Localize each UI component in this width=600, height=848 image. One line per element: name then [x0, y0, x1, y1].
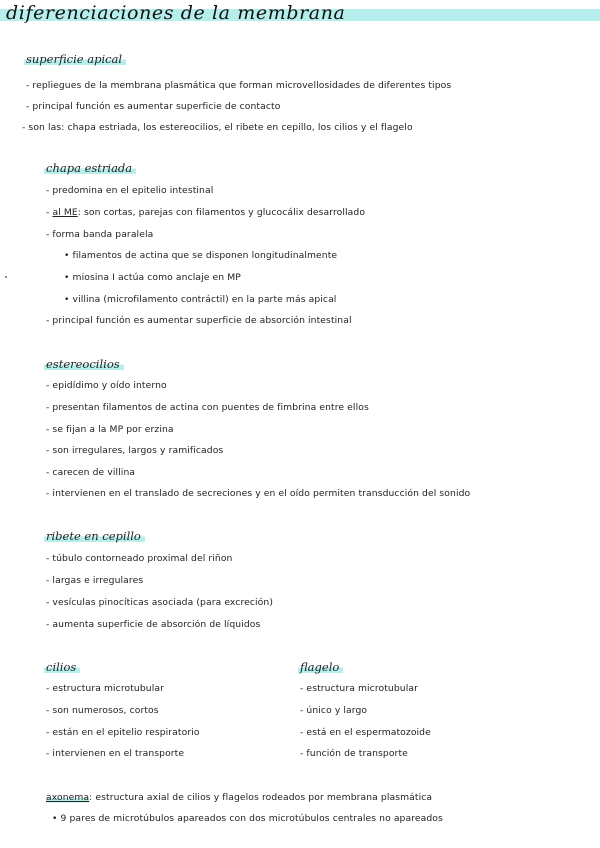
- estereo-line-2: - presentan filamentos de actina con puentes de fimbrina entre ellos: [46, 402, 369, 413]
- chapa-line-2-rest: : son cortas, parejas con filamentos y glucocálix desarrollado: [77, 207, 366, 218]
- heading-estereocilios: estereocilios: [44, 357, 124, 371]
- apical-line-3: - son las: chapa estriada, los estereocilios, el ribete en cepillo, los cilios y el flagelo: [22, 122, 413, 133]
- estereo-line-3: - se fijan a la MP por erzina: [46, 424, 174, 435]
- estereo-line-5: - carecen de villina: [46, 467, 136, 478]
- heading-ribete-en-cepillo: ribete en cepillo: [44, 529, 145, 543]
- heading-cilios: cilios: [44, 660, 80, 674]
- axonema-line: [46, 792, 432, 803]
- flagelo-line-3: - está en el espermatozoide: [300, 727, 431, 738]
- ribete-line-4: - aumenta superficie de absorción de líquidos: [46, 619, 261, 630]
- heading-superficie-apical: superficie apical: [24, 52, 126, 66]
- cilios-line-1: - estructura microtubular: [46, 683, 164, 694]
- chapa-line-2: [46, 207, 365, 218]
- estereo-line-6: - intervienen en el translado de secreciones y en el oído permiten transducción del sonido: [46, 488, 471, 499]
- chapa-line-2-prefix: -: [46, 207, 53, 218]
- chapa-bullet-2: • miosina I actúa como anclaje en MP: [64, 272, 241, 283]
- axonema-term: axonema: [46, 792, 90, 803]
- flagelo-line-4: - función de transporte: [300, 748, 408, 759]
- chapa-line-4: - principal función es aumentar superficie de absorción intestinal: [46, 315, 352, 326]
- estereo-line-4: - son irregulares, largos y ramificados: [46, 445, 224, 456]
- cilios-line-4: - intervienen en el transporte: [46, 748, 185, 759]
- apical-line-2: - principal función es aumentar superficie de contacto: [26, 101, 281, 112]
- estereo-line-1: - epidídimo y oído interno: [46, 380, 167, 391]
- chapa-line-1: - predomina en el epitelio intestinal: [46, 185, 214, 196]
- chapa-line-2-term: al ME: [52, 207, 78, 218]
- page-title: diferenciaciones de la membrana: [6, 2, 346, 24]
- ribete-line-2: - largas e irregulares: [46, 575, 144, 586]
- axonema-sub: • 9 pares de microtúbulos apareados con dos microtúbulos centrales no apareados: [52, 813, 443, 824]
- flagelo-line-2: - único y largo: [300, 705, 368, 716]
- flagelo-line-1: - estructura microtubular: [300, 683, 418, 694]
- ribete-line-3: - vesículas pinocíticas asociada (para excreción): [46, 597, 274, 608]
- axonema-definition: : estructura axial de cilios y flagelos rodeados por membrana plasmática: [89, 792, 433, 803]
- heading-flagelo: flagelo: [298, 660, 343, 674]
- ribete-line-1: - túbulo contorneado proximal del riñon: [46, 553, 233, 564]
- cilios-line-2: - son numerosos, cortos: [46, 705, 159, 716]
- chapa-bullet-3: • villina (microfilamento contráctil) en la parte más apical: [64, 294, 337, 305]
- cilios-line-3: - están en el epitelio respiratorio: [46, 727, 200, 738]
- chapa-line-3: - forma banda paralela: [46, 229, 154, 240]
- stray-dot: [5, 276, 7, 278]
- chapa-bullet-1: • filamentos de actina que se disponen longitudinalmente: [64, 250, 338, 261]
- heading-chapa-estriada: chapa estriada: [44, 161, 136, 175]
- apical-line-1: - repliegues de la membrana plasmática que forman microvellosidades de diferentes tipos: [26, 80, 452, 91]
